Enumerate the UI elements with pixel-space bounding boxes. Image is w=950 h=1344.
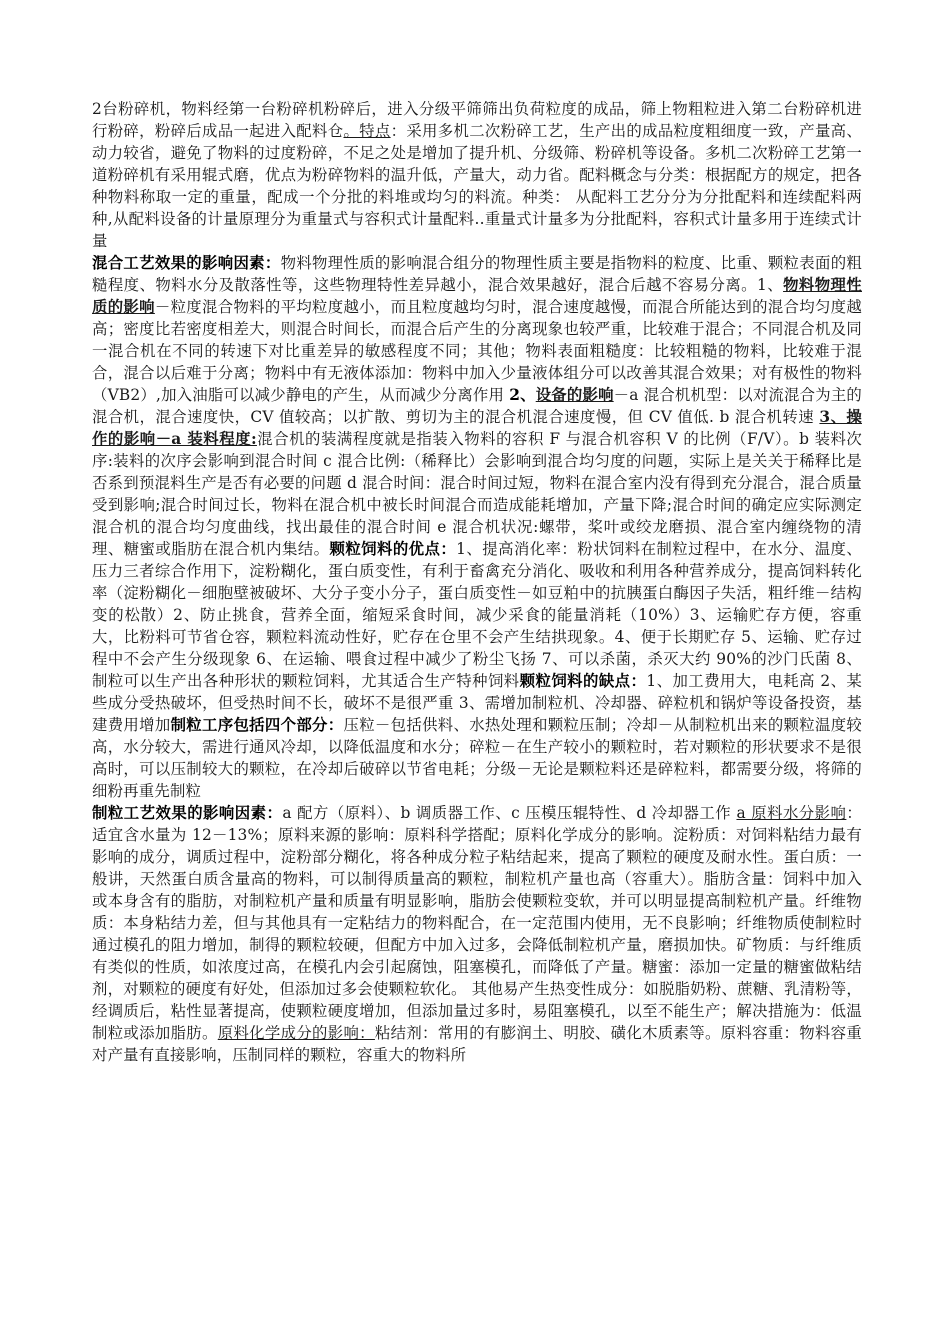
paragraph-pelleting-factors [92,802,862,1066]
paragraph-milling-process [92,98,862,252]
paragraph-mixing-factors [92,252,862,802]
underlined-term: 原料化学成分的影响： [217,1024,375,1042]
body-text: ：适宜含水量为 12－13%；原料来源的影响：原料科学搭配；原料化学成分的影响。淀粉质：对饲料粘结力最有影响的成分，调质过程中，淀粉部分糊化，将各种成分粒子粘结起来，提高了颗粒的硬度及耐水性。蛋白质：一般讲，天然蛋白质含量高的物料，可以制得质量高的颗粒，制粒机产量也高（容重大）。脂肪含量：饲料中加入或本身含有的脂肪，对制粒机产量和质量有明显影响，脂肪会使颗粒变软，并可以明显提高制粒机产量。纤维物质：本身粘结力差，但与其他具有一定粘结力的物料配合，在一定范围内使用，无不良影响；纤维物质使制粒时通过模孔的阻力增加，制得的颗粒较硬，但配方中加入过多，会降低制粒机产量，磨损加快。矿物质：与纤维质有类似的性质，如浓度过高，在模孔内会引起腐蚀，阻塞模孔，而降低了产量。糖蜜：添加一定量的糖蜜做粘结剂，对颗粒的硬度有好处，但添加过多会使颗粒软化。 其他易产生热变性成分：如脱脂奶粉、蔗糖、乳清粉等，经调质后，粘性显著提高，使颗粒硬度增加，但添加量过多时，易阻塞模孔，以至不能生产；解决措施为：低温制粒或添加脂肪。 [92,804,862,1042]
heading-term: 制粒工序包括四个部分： [170,716,344,734]
body-text: －粒度混合物料的平均粒度越小，而且粒度越均匀时，混合速度越慢，而混合所能达到的混合均匀度越高；密度比若密度相差大，则混合时间长，而混合后产生的分离现象也较严重，比较难于混合；不同混合机及同一混合机在不同的转速下对比重差异的敏感程度不同；其他；物料表面粗糙度：比较粗糙的物料，比较难于混合，混合以后难于分离；物料中有无液体添加：物料中加入少量液体组分可以改善其混合效果；对有极性的物料（VB2）,加入油脂可以减少静电的产生，从而减少分离作用 [92,298,862,404]
body-text: 2台粉碎机，物料经第一台粉碎机粉碎后，进入分级平筛筛出负荷粒度的成品，筛上物粗粒进入第二台粉碎机进行粉碎，粉碎后成品一起进入配料仓 [92,100,862,140]
underlined-term: 。特点 [343,122,391,140]
heading-term: 颗粒饲料的缺点： [519,672,647,690]
underlined-term: a 原料水分影响 [736,804,847,822]
body-text: 粘结剂：常用的有膨润土、明胶、磺化木质素等。原料容重：物料容重对产量有直接影响，压制同样的颗粒，容重大的物料所 [92,1024,862,1064]
heading-term: 物料物理性质的影响 [92,276,862,316]
body-text: 物料物理性质的影响混合组分的物理性质主要是指物料的粒度、比重、颗粒表面的粗糙程度、物料水分及散落性等，这些物理特性差异越小，混合效果越好，混合后越不容易分离。1、 [92,254,862,294]
body-text: a 配方（原料）、b 调质器工作、c 压模压辊特性、d 冷却器工作 [282,804,737,822]
document-page [92,98,862,1066]
body-text: 1、提高消化率：粉状饲料在制粒过程中，在水分、温度、压力三者综合作用下，淀粉糊化，蛋白质变性，有利于畜禽充分消化、吸收和利用各种营养成分，提高饲料转化率（淀粉糊化－细胞壁被破坏、大分子变小分子，蛋白质变性－如豆粕中的抗胰蛋白酶因子失活，粗纤维－结构变的松散）2、防止挑食，营养全面，缩短采食时间，减少采食的能量消耗（10%）3、运输贮存方便，容重大，比粉料可节省仓容，颗粒料流动性好，贮存在仓里不会产生结拱现象。4、便于长期贮存 5、运输、贮存过程中不会产生分级现象 6、在运输、喂食过程中减少了粉尘飞扬 7、可以杀菌，杀灭大约 90%的沙门氏菌 8、制粒可以生产出各种形状的颗粒饲料，尤其适合生产特种饲料 [92,540,862,690]
heading-term: 混合工艺效果的影响因素： [92,254,281,272]
body-text: 1、加工费用大，电耗高 2、某些成分受热破坏，但受热时间不长，破坏不是很严重 3、需增加制粒机、冷却器、碎粒机和锅炉等设备投资，基建费用增加 [92,672,862,734]
heading-term: 2、 [509,386,536,404]
body-text: 混合机的装满程度就是指装入物料的容积 F 与混合机容积 V 的比例（F/V）。b 装料次序:装料的次序会影响到混合时间 c 混合比例:（稀释比）会影响到混合均匀度的问题，实际上是关关于稀释比是否系到预混料生产是否有必要的问题 d 混合时间：混合时间过短，物料在混合室内没有得到充分混合，混合质量受到影响;混合时间过长，物料在混合机中被长时间混合而造成能耗增加，产量下降;混合时间的确定应实际测定混合机的混合均匀度曲线，找出最佳的混合时间 e 混合机状况:螺带，桨叶或绞龙磨损、混合室内缠绕物的清理、糖蜜或脂肪在混合机内集结。 [92,430,863,558]
heading-term: 3、操作的影响－a 装料程度: [92,408,862,448]
heading-term: 制粒工艺效果的影响因素： [92,804,283,822]
body-text: ：采用多机二次粉碎工艺，生产出的成品粒度粗细度一致，产量高、动力较省，避免了物料的过度粉碎，不足之处是增加了提升机、分级筛、粉碎机等设备。多机二次粉碎工艺第一道粉碎机有采用辊式磨，优点为粉碎物料的温升低，产量大，动力省。配料概念与分类：根据配方的规定，把各种物料称取一定的重量，配成一个分批的料堆或均匀的料流。种类： 从配料工艺分分为分批配料和连续配料两种,从配料设备的计量原理分为重量式与容积式计量配料..重量式计量多为分批配料，容积式计量多用于连续式计量 [92,122,862,250]
body-text: 压粒－包括供料、水热处理和颗粒压制；冷却－从制粒机出来的颗粒温度较高，水分较大，需进行通风冷却，以降低温度和水分；碎粒－在生产较小的颗粒时，若对颗粒的形状要求不是很高时，可以压制较大的颗粒，在冷却后破碎以节省电耗；分级－无论是颗粒料还是碎粒料，都需要分级，将筛的细粉再重先制粒 [92,716,862,800]
body-text: －a 混合机机型：以对流混合为主的混合机，混合速度快，CV 值较高；以扩散、剪切为主的混合机混合速度慢，但 CV 值低. b 混合机转速 [92,386,863,426]
heading-term: 设备的影响 [535,386,614,404]
heading-term: 颗粒饲料的优点： [329,540,457,558]
